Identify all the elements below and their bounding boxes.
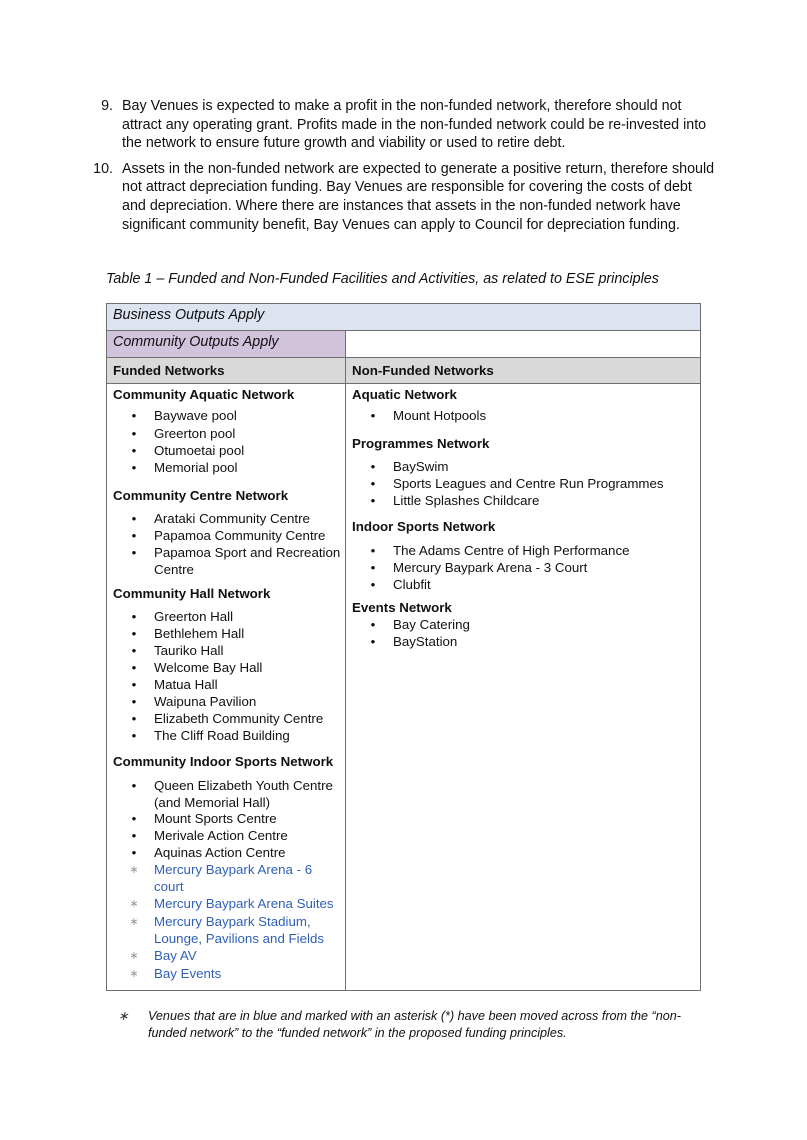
bullet: • (131, 677, 137, 692)
table-caption: Table 1 – Funded and Non-Funded Facilities and Activities, as related to ESE principles (106, 271, 659, 287)
bullet: • (370, 493, 376, 508)
asterisk-bullet: ∗ (129, 968, 139, 980)
bullet: • (370, 617, 376, 632)
network-group-title: Community Indoor Sports Network (113, 754, 334, 769)
funded-networks-header: Funded Networks (107, 358, 346, 383)
network-group-title: Community Hall Network (113, 586, 271, 601)
numbered-item-9 (0, 97, 807, 153)
list-item-text: Greerton pool (154, 426, 236, 441)
business-outputs-band: Business Outputs Apply (107, 304, 700, 331)
list-item-text: Bethlehem Hall (154, 626, 245, 641)
list-item-text: Waipuna Pavilion (154, 694, 257, 709)
list-item-text: Mount Hotpools (393, 408, 487, 423)
asterisk-bullet: ∗ (129, 864, 139, 876)
list-item-text: Matua Hall (154, 677, 218, 692)
list-item-text: Mercury Baypark Arena - 3 Court (393, 560, 588, 575)
numbered-item-10 (0, 160, 807, 234)
bullet: • (131, 511, 137, 526)
footnote-text: Venues that are in blue and marked with an asterisk (*) have been moved across from the “non-funded network” to the “funded network” in the proposed funding principles. (148, 1009, 681, 1040)
bullet: • (131, 660, 137, 675)
list-item-text: Memorial pool (154, 460, 238, 475)
asterisk-bullet: ∗ (129, 916, 139, 928)
list-item-text: Aquinas Action Centre (154, 845, 286, 860)
bullet: • (131, 408, 137, 423)
asterisk-bullet: ∗ (129, 950, 139, 962)
list-item-text: Mercury Baypark Stadium, Lounge, Pavilions and Fields (154, 914, 325, 946)
list-item-text: Welcome Bay Hall (154, 660, 263, 675)
bullet: • (131, 778, 137, 793)
list-item-text: Otumoetai pool (154, 443, 245, 458)
facilities-table (106, 303, 701, 991)
table-header-row (107, 357, 700, 384)
funded-networks-column (107, 384, 346, 990)
bullet: • (131, 845, 137, 860)
item-number: 10. (93, 160, 113, 177)
list-item-text: Arataki Community Centre (154, 511, 310, 526)
bullet: • (131, 711, 137, 726)
bullet: • (131, 643, 137, 658)
list-item-text: The Adams Centre of High Performance (393, 543, 630, 558)
non-funded-networks-column (346, 384, 700, 990)
list-item-text: Bay AV (154, 948, 197, 963)
list-item-text: Baywave pool (154, 408, 237, 423)
bullet: • (370, 408, 376, 423)
community-outputs-band: Community Outputs Apply (107, 331, 346, 357)
bullet: • (370, 459, 376, 474)
list-item-text: Greerton Hall (154, 609, 234, 624)
list-item-text: Mercury Baypark Arena - 6 court (154, 862, 313, 894)
list-item-text: Papamoa Sport and Recreation Centre (154, 545, 341, 577)
bullet: • (131, 426, 137, 441)
list-item-text: Mercury Baypark Arena Suites (154, 896, 334, 911)
bullet: • (131, 626, 137, 641)
network-group-title: Community Centre Network (113, 488, 289, 503)
numbered-list (0, 97, 807, 241)
network-group-title: Community Aquatic Network (113, 387, 295, 402)
list-item-text: BayStation (393, 634, 458, 649)
bullet: • (131, 545, 137, 560)
item-text: Bay Venues is expected to make a profit in the non-funded network, therefore should not attract any operating grant. Profits made in the non-funded network could be re-invested into the network to ensure future growth and viability or used to retire debt. (122, 98, 707, 152)
bullet: • (370, 634, 376, 649)
list-item-text: The Cliff Road Building (154, 728, 290, 743)
network-group-title: Events Network (352, 600, 452, 615)
bullet: • (370, 560, 376, 575)
bullet: • (370, 543, 376, 558)
bullet: • (370, 476, 376, 491)
list-item-text: BaySwim (393, 459, 449, 474)
bullet: • (131, 694, 137, 709)
list-item-text: Elizabeth Community Centre (154, 711, 324, 726)
network-group-title: Aquatic Network (352, 387, 457, 402)
network-group-title: Programmes Network (352, 436, 490, 451)
list-item-text: Queen Elizabeth Youth Centre (and Memorial Hall) (154, 778, 333, 810)
bullet: • (131, 828, 137, 843)
list-item-text: Tauriko Hall (154, 643, 224, 658)
item-number: 9. (101, 98, 113, 114)
item-text: Assets in the non-funded network are expected to generate a positive return, therefore should not attract depreciation funding. Bay Venues are responsible for covering the costs of debt and depreciation. Where there are instances that assets in the non-funded network have significant community benefit, Bay Venues can apply to Council for depreciation funding. (122, 160, 715, 233)
list-item-text: Papamoa Community Centre (154, 528, 326, 543)
bullet: • (131, 528, 137, 543)
list-item-text: Sports Leagues and Centre Run Programmes (393, 476, 664, 491)
network-group-title: Indoor Sports Network (352, 519, 496, 534)
bullet: • (131, 460, 137, 475)
list-item-text: Clubfit (393, 577, 431, 592)
list-item-text: Bay Events (154, 966, 222, 981)
list-item-text: Mount Sports Centre (154, 811, 277, 826)
non-funded-networks-header: Non-Funded Networks (352, 363, 494, 378)
bullet: • (131, 443, 137, 458)
bullet: • (131, 609, 137, 624)
list-item-text: Little Splashes Childcare (393, 493, 540, 508)
asterisk-icon: ∗ (118, 1009, 129, 1023)
list-item-text: Merivale Action Centre (154, 828, 288, 843)
bullet: • (131, 728, 137, 743)
asterisk-bullet: ∗ (129, 898, 139, 910)
community-outputs-empty-cell (346, 331, 700, 357)
bullet: • (131, 811, 137, 826)
list-item-text: Bay Catering (393, 617, 470, 632)
bullet: • (370, 577, 376, 592)
